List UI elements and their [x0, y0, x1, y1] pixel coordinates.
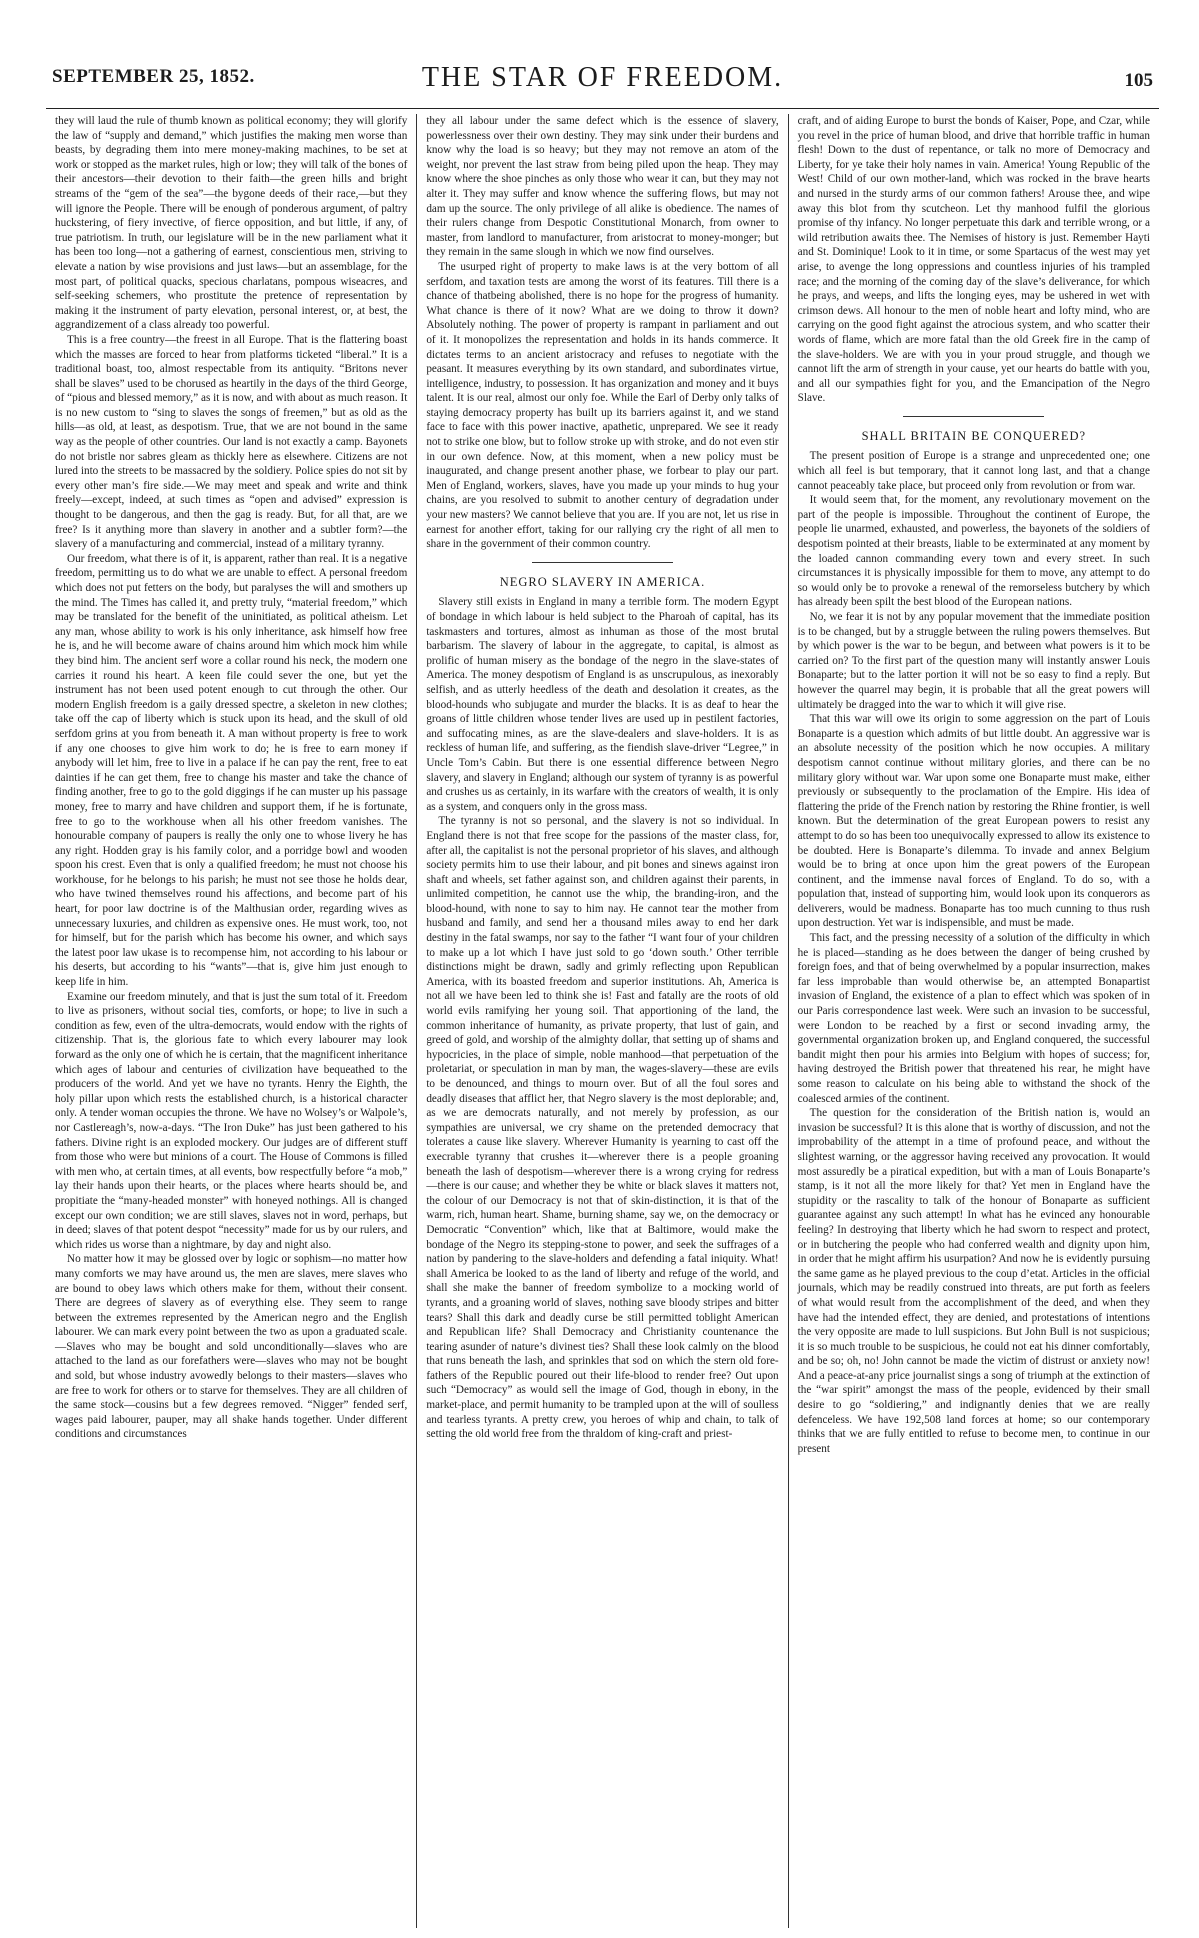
masthead-rule — [46, 108, 1159, 109]
paragraph: That this war will owe its origin to some aggression on the part of Louis Bonaparte is a question which admits of but little doubt. An aggressive war is an absolute necessity of the position which he now occupies. A military despotism cannot continue without military glories, and there can be no military glory without war. War upon some one Bonaparte must make, either previously or subsequently to the proclamation of the Empire. His idea of flattering the pride of the French nation by restoring the Rhine frontier, is well known. But the determination of the great European powers to resist any attempt to do so has been too unequivocally expressed to allow its existence to be doubted. Here is Bonaparte’s dilemma. To invade and annex Belgium would be to bring at once upon him the great powers of the European continent, and the immense naval forces of England. To do so, with a population that, instead of supporting him, would look upon its conquerors as deliverers, would be madness. Bonaparte has too much cunning to thus rush upon destruction. Yet war is indispensible, and must be made. — [797, 713, 1150, 930]
article-heading: SHALL BRITAIN BE CONQUERED? — [861, 428, 1087, 443]
paragraph: they will laud the rule of thumb known as political economy; they will glorify the law of “supply and demand,” which justifies the making men worse than beasts, by degrading them into mere money-making machines, to be set at work or stopped as the market rules, high or low; they will talk of the bones of their ancestors—their devotion to their faith—the green hills and bright streams of the “gem of the sea”—the bygone deeds of their race,—but they will ignore the People. There will be enough of ponderous argument, of paltry huckstering, of fiery invective, of fierce opposition, and but little, if any, of true patriotism. In truth, our legislature will be in the new parliament what it has been too long—not a gathering of earnest, conscientious men, striving to elevate a nation by wise provisions and just laws—but an assemblage, for the most part, of political quacks, specious charlatans, pompous wiseacres, and self-seeking schemers, who prostitute the pretence of representation by making it the instrument of party elevation, personal interest, or, at best, the aggrandizement of a class already too powerful. — [55, 115, 408, 332]
article-columns — [46, 114, 1159, 1928]
masthead — [46, 0, 1159, 100]
paragraph: Our freedom, what there is of it, is apparent, rather than real. It is a negative freedom, permitting us to do what we are unable to effect. A personal freedom which does not put fetters on the body, but paralyses the will and smothers up the mind. The Times has called it, and pretty truly, “material freedom,” which may be translated for the benefit of the uninitiated, as political atheism. Let any man, whose ability to work is his only inheritance, ask himself how free he is, and he will become aware of chains around him which mock him while they bind him. The ancient serf wore a collar round his neck, the modern one carries it round his heart. A keen file could sever the one, but yet the instrument has not been used potent enough to cut through the other. Our modern English freedom is a gaily dressed spectre, a skeleton in new clothes; take off the cap of liberty which is stuck upon its head, and the skull of old serfdom grins at you from beneath it. A man without property is free to work if any one chooses to give him work to do; he is free to earn money if anybody will let him, free to live in a palace if he can pay the rent, free to eat dainties if he can get them, free to change his master and take the chance of finding another, free to go to the gold diggings if he can muster up his passage money, free to marry and have children and support them, if he is fortunate, free to go to the workhouse when all his other freedom vanishes. The honourable company of paupers is really the only one to whose livery he has any right. Hodden gray is his family color, and a porridge bowl and wooden spoon his crest. Even that is only a qualified freedom; he must not choose his workhouse, for he belongs to his parish; he must not see those he holds dear, who have twined themselves round his affections, and become part of his heart, for poor law doctrine is of the Malthusian order, regarding wives as unnecessary luxuries, and children as expensive ones. He must work, too, not for himself, but for the parish which has become his owner, and which says the latest poor law ukase is to recompense him, not according to his labour or his deserts, but according to his “wants”—that is, give him just enough to keep life in him. — [55, 552, 408, 989]
page-number: 105 — [1124, 70, 1153, 91]
column-3 — [788, 114, 1159, 1928]
paragraph: Slavery still exists in England in many a terrible form. The modern Egypt of bondage in which labour is held subject to the Pharoah of capital, has its taskmasters and tortures, almost as inhuman as those of the most brutal barbarism. The slavery of labour in the aggregate, to capital, is almost as prolific of human misery as the bondage of the negro in the slave-states of America. The money despotism of England is as unscrupulous, as inexorably selfish, and as utterly heedless of the death and desolation it creates, as the blood-hounds who subjugate and murder the blacks. It is as deaf to hear the groans of little children whose tender lives are used up in pestilent factories, and suffocating mines, as are the slave-dealers and slave-holders. It is as reckless of human life, and suffering, as the fiendish slave-driver “Legree,” in Uncle Tom’s Cabin. But there is one essential difference between Negro slavery, and slavery in England; although our system of tyranny is as powerful and crushes us as certainly, in its warfare with the creators of wealth, it is only as a system, and conquers only in the gross mass. — [426, 596, 779, 813]
paragraph: The usurped right of property to make laws is at the very bottom of all serfdom, and taxation tests are among the worst of its features. Till there is a chance of thatbeing abolished, there is no hope for the progress of humanity. What chance is there of it now? What are we doing to throw it down? Absolutely nothing. The power of property is rampant in parliament and out of it. It monopolizes the representation and holds in its hands commerce. It dictates terms to an ancient aristocracy and refuses to negotiate with the peasant. It measures everything by its own standard, and subordinates virtue, intelligence, industry, to possession. It has organization and money and it buys talent. It is our real, almost our only foe. While the Earl of Derby only talks of staying democracy property has built up its barriers against it, and we stand face to face with this power inactive, apathetic, unprepared. We see it ready not to strike one blow, but to follow stroke up with stroke, and do not even stir in our own defence. Now, at this moment, when a new policy must be inaugurated, and change present another phase, we forbear to play our part. Men of England, workers, slaves, have you made up your minds to hug your chains, are you resolved to submit to another century of degradation under your new masters? We cannot believe that you are. If you are not, let us rise in earnest for another effort, taking for our rallying cry the right of all men to share in the government of their common country. — [426, 260, 779, 551]
section-divider — [903, 416, 1044, 417]
section-divider — [532, 562, 673, 563]
paragraph: The tyranny is not so personal, and the slavery is not so individual. In England there is not that free scope for the passions of the master class, for, after all, the capitalist is not the personal proprietor of his slaves, and although society permits him to use their labour, and pit bones and sinews against iron shaft and wheels, set father against son, and children against their parents, in unlimited competition, he cannot use the whip, the branding-iron, and the blood-hound, with none to say to him nay. He cannot tear the mother from husband and family, and send her a thousand miles away to end her dark destiny in the fatal swamps, nor say to the father “I want four of your children to make up a lot which I have just sold to go ‘down south.’ Other terrible distinctions might be drawn, sadly and grimly reflecting upon Republican America, with its boasted freedom and superior institutions. Ah, America is not all we have been led to think she is! Fast and fatally are the roots of old world evils ramifying her young soil. That apportioning of the land, the common inheritance of humanity, as private property, that lust of gain, and greed of gold, and worship of the almighty dollar, that setting up of shams and hypocricies, in the place of simple, noble manhood—that perpetuation of the proletariat, or speculation in man by man, the wages-slavery—these are evils to be denounced, and things to mourn over. But of all the foul sores and deadly diseases that afflict her, that Negro slavery is the most deplorable; and, as we are democrats naturally, and not merely by profession, as our sympathies are universal, we cry shame on the pretended democracy that tolerates a cause like slavery. Wherever Humanity is yearning to cast off the execrable tyranny that crushes it—wherever there is a people groaning beneath the lash of despotism—wherever there is a wrong crying for redress—there is our cause; and whether they be white or black slaves it matters not, the colour of our Democracy is not that of skin-distinction, it is that of the warm, rich, human heart. Shame, burning shame, say we, on the democracy or Democratic “Convention” which, like that at Baltimore, would make the bondage of the Negro its stepping-stone to power, and seek the suffrages of a nation by pandering to the slave-holders and defending a fatal iniquity. What! shall America be looked to as the land of liberty and refuge of the world, and shall she make the banner of freedom symbolize to a mocking world of tyrants, and a groaning world of slaves, nothing save bloody stripes and bitter tears? Shall this dark and deadly curse be still permitted toblight American and Republican life? Shall Democracy and Christianity countenance the tearing asunder of nature’s divinest ties? Shall these look calmly on the blood that runs beneath the lash, and sprinkles that sod on which the stern old fore-fathers of the Republic poured out their life-blood to render free? Out upon such “Democracy” as would sell the image of God, though in ebony, in the market-place, and permit humanity to be trampled upon at the will of soulless and tearless tyrants. A pretty crew, you heroes of whip and chain, to talk of setting the old world free from the thraldom of king-craft and priest- — [426, 815, 779, 1441]
paragraph: craft, and of aiding Europe to burst the bonds of Kaiser, Pope, and Czar, while you revel in the price of human blood, and drive that horrible traffic in human flesh! Down to the dust of repentance, or talk no more of Democracy and Liberty, for ye take their holy names in vain. America! Young Republic of the West! Child of our own mother-land, which was rocked in the brave hearts and nursed in the sturdy arms of our common fathers! Arouse thee, and wipe away this blot from thy scutcheon. Let thy manhood fulfil the glorious promise of thy infancy. No longer perpetuate this dark and terrible wrong, or a wild retribution awaits thee. The Nemises of history is just. Remember Hayti and St. Dominique! Look to it in time, or some Spartacus of the west may yet arise, to avenge the long oppressions and countless injuries of his trampled race; and the morning of the coming day of the slave’s deliverance, for which he prays, and weeps, and lifts the longing eyes, may be ushered in wet with crimson dews. All honour to the men of noble heart and lofty mind, who are carrying on the good fight against the atrocious system, and who scatter their words of flame, which are more fatal than the old Greek fire in the camp of the slave-holders. We are with you in your proud struggle, and though we cannot lift the arm of strength in your cause, yet our hearts do battle with you, and all our sympathies fight for you, and the Emancipation of the Negro Slave. — [797, 115, 1150, 405]
column-2 — [416, 114, 787, 1928]
newspaper-title: THE STAR OF FREEDOM. — [421, 62, 784, 93]
paragraph: The present position of Europe is a strange and unprecedented one; one which all feel is but temporary, that it cannot long last, and that a change cannot peaceably take place, but proceed only from revolution or from war. — [797, 450, 1150, 492]
paragraph: This fact, and the pressing necessity of a solution of the difficulty in which he is placed—standing as he does between the danger of being crushed by foreign foes, and that of being overwhelmed by a popular insurrection, makes far less improbable than would otherwise be, an attempted Bonapartist invasion of England, the existence of a plan to effect which was spoken of in our Paris correspondence last week. Were such an invasion to be successful, were London to be reached by a first or second invading army, the governmental organization broken up, and England conquered, the successful bandit might then pour his armies into Belgium with hopes of success; for, having destroyed the British power that threatened his rear, he might have some reason to calculate on his being able to withstand the shock of the coalesced armies of the continent. — [797, 932, 1150, 1105]
article-heading: NEGRO SLAVERY IN AMERICA. — [499, 574, 706, 589]
paragraph: No matter how it may be glossed over by logic or sophism—no matter how many comforts we may have around us, the men are slaves, mere slaves who are bound to obey laws which others make for them, without their consent. There are degrees of slavery as of everything else. They seem to range between the extremes represented by the American negro and the English labourer. We can mark every point between the two as upon a graduated scale.—Slaves who may be bought and sold unconditionally—slaves who are attached to the land as our forefathers were—slaves who may not be bought and sold, but whose industry avowedly belongs to their masters—slaves who are free to work for others or to starve for themselves. They are all children of the same stock—cousins but a few degrees removed. “Nigger” fended serf, wages paid labourer, pauper, may all shake hands together. Under different conditions and circumstances — [55, 1253, 408, 1441]
issue-date: SEPTEMBER 25, 1852. — [52, 66, 255, 87]
paragraph: The question for the consideration of the British nation is, would an invasion be successful? It is this alone that is worthy of discussion, and not the improbability of the attempt in a time of profound peace, and without the slightest warning, or the aggressor having received any provocation. It would most assuredly be a piratical expedition, but with a man of Louis Bonaparte’s stamp, is it not all the more likely for that? Yet men in England have the stupidity or the rascality to talk of the honour of Bonaparte as sufficient guarantee against any such attempt! In what has he evinced any honourable feeling? In destroying that liberty which he had sworn to respect and protect, or in butchering the people who had conferred wealth and dignity upon him, in order that he might affirm his usurpation? And now he is evidently pursuing the same game as he played previous to the coup d’etat. Articles in the official journals, which may be readily construed into threats, are put forth as feelers of what would result from the accomplishment of the deed, and when they have had the intended effect, they are denied, and protestations of intentions the very opposite are made to lull suspicions. But John Bull is not suspicious; it is so much trouble to be suspicious, he could not eat his dinner comfortably, and be so; oh, no! John cannot be made the victim of distrust or anxiety now! And a peace-at-any price journalist sings a song of triumph at the extinction of the “war spirit” amongst the mass of the people, evidenced by their small desire to go “soldiering,” and indignantly denies that we are really defenceless. We have 192,508 land forces at home; so our contemporary thinks that we are fully entitled to refuse to become men, to continue in our present — [797, 1107, 1150, 1455]
column-1 — [46, 114, 416, 1928]
paragraph: This is a free country—the freest in all Europe. That is the flattering boast which the masses are forced to hear from platforms ticketed “liberal.” It is a traditional boast, too, almost respectable from its antiquity. “Britons never shall be slaves” used to be chorused as heartily in the days of the third George, of “pious and blessed memory,” as it is now, and with about as much reason. It is no new custom to “sing to slaves the songs of freemen,” but as old as the hills—as old, at least, as despotism. True, that we are not bound in the same way as the people of other countries. Our land is not exactly a camp. Bayonets do not bristle nor sabres gleam as thickly here as elsewhere. Citizens are not lured into the streets to be massacred by the soldiery. Police spies do not sit by every other man’s fire side.—We may meet and speak and write and think freely—except, indeed, at such times as “open and advised” expression is thought to be dangerous, and then the gag is ready. But, for all that, are we free? Is it anything more than slavery in another and a subtler form?—the slavery of a manufacturing and commercial, instead of a military tyranny. — [55, 333, 408, 551]
paragraph: Examine our freedom minutely, and that is just the sum total of it. Freedom to live as prisoners, without social ties, comforts, or hope; to live in such a condition as few, even of the ultra-democrats, would endow with the rights of citizenship. That is, the glorious fate to which every labourer may look forward as the only one of which he is certain, that the magnificent inheritance which ages of labour and centuries of civilization have bequeathed to the producers of the world. And yet we have no tyrants. Henry the Eighth, the holy pillar upon which rests the established church, is a historical character only. A tender woman occupies the throne. We have no Wolsey’s or Walpole’s, nor Castlereagh’s, now-a-days. “The Iron Duke” has just been gathered to his fathers. Divine right is an exploded mockery. Our judges are of different stuff from those who were but minions of a court. The House of Commons is filled with men who, at certain times, at all events, bow respectfully before “a mob,” lay their hands upon their hearts, or the places where hearts should be, and propitiate the “many-headed monster” with honeyed nothings. All is changed except our own condition; we are still slaves, slaves not in word, perhaps, but in deed; slaves of that potent despot “necessity” made for us by our rulers, and which rides us worse than a nightmare, by day and night also. — [55, 990, 408, 1251]
paragraph: they all labour under the same defect which is the essence of slavery, powerlessness over their own destiny. They may sink under their burdens and know why the load is so heavy; but they may not remove an atom of the weight, nor prevent the last straw from being piled upon the heap. They may know where the shoe pinches as only those who wear it can, but they may not alter it. They may suffer and know whence the suffering flows, but may not dam up the source. The only privilege of all alike is obedience. The names of their rulers change from Despotic Constitutional Monarch, from owner to master, from landlord to manufacturer, from aristocrat to money-monger; but they remain in the same slough in which we now find ourselves. — [426, 115, 779, 259]
paragraph: It would seem that, for the moment, any revolutionary movement on the part of the people is impossible. Throughout the continent of Europe, the people lie unarmed, exhausted, and powerless, the bayonets of the soldiers of despotism pointed at their breasts, liable to be exterminated at any moment by the loaded cannon commanding every town and every street. In such circumstances it is physically impossible for them to move, any attempt to do so would only be to provoke a renewal of the remorseless butchery by which has already been spilt the best blood of the European nations. — [797, 494, 1150, 609]
paragraph: No, we fear it is not by any popular movement that the immediate position is to be changed, but by a struggle between the ruling powers themselves. But by which power is the war to be begun, and between what powers is it to be carried on? To the first part of the question many will instantly answer Louis Bonaparte; but to the latter portion it will not be so easy to find a reply. But however the quarrel may begin, it is probable that all the great powers will ultimately be dragged into the war to which it will give rise. — [797, 611, 1150, 711]
